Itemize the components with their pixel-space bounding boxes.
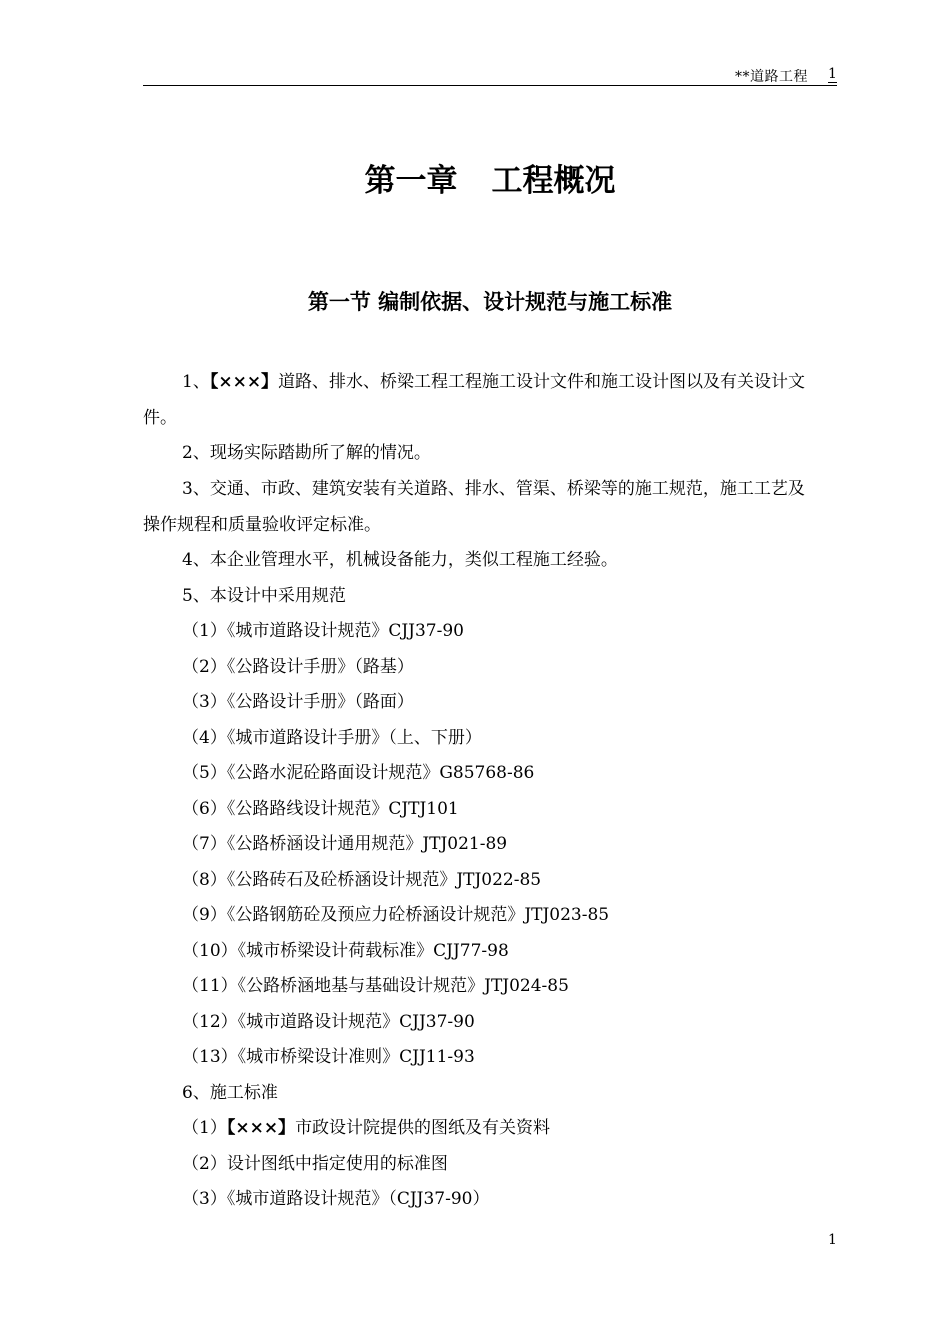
spec-list-item: （11）《公路桥涵地基与基础设计规范》JTJ024-85	[182, 976, 569, 996]
standard-list-item	[182, 1113, 550, 1138]
section-heading: 第一节 编制依据、设计规范与施工标准	[307, 290, 673, 314]
paragraph-3-line-1: 3、交通、市政、建筑安装有关道路、排水、管渠、桥梁等的施工规范，施工工艺及	[182, 479, 805, 499]
spec-list-item: （10）《城市桥梁设计荷载标准》CJJ77-98	[182, 941, 509, 961]
paragraph-5: 5、本设计中采用规范	[182, 586, 346, 606]
spec-list-item: （12）《城市道路设计规范》CJJ37-90	[182, 1012, 475, 1032]
paragraph-6: 6、施工标准	[182, 1083, 278, 1103]
standard-list-item: （3）《城市道路设计规范》（CJJ37-90）	[182, 1189, 490, 1209]
header-page-number-underline	[828, 82, 837, 83]
spec-list-item: （8）《公路砖石及砼桥涵设计规范》JTJ022-85	[182, 870, 542, 890]
spec-list-item: （6）《公路路线设计规范》CJTJ101	[182, 799, 459, 819]
running-header-title: **道路工程	[735, 69, 808, 85]
standard-1-placeholder: 【×××】	[226, 1118, 296, 1138]
paragraph-3-line-2: 操作规程和质量验收评定标准。	[143, 515, 381, 535]
spec-list-item: （4）《城市道路设计手册》（上、下册）	[182, 728, 482, 748]
spec-list-item: （1）《城市道路设计规范》CJJ37-90	[182, 621, 464, 641]
paragraph-4: 4、本企业管理水平，机械设备能力，类似工程施工经验。	[182, 550, 618, 570]
chapter-number: 第一章	[364, 163, 458, 199]
spec-list-item: （3）《公路设计手册》（路面）	[182, 692, 414, 712]
header-rule	[143, 85, 837, 86]
spec-list-item: （5）《公路水泥砼路面设计规范》G85768-86	[182, 763, 535, 783]
spec-list-item: （7）《公路桥涵设计通用规范》JTJ021-89	[182, 834, 508, 854]
paragraph-1-line-2: 件。	[143, 408, 177, 428]
running-header-page-number: 1	[828, 66, 837, 82]
footer-page-number: 1	[828, 1232, 837, 1248]
standard-1-text: 市政设计院提供的图纸及有关资料	[295, 1118, 551, 1138]
paragraph-2: 2、现场实际踏勘所了解的情况。	[182, 443, 431, 463]
chapter-heading	[143, 155, 837, 200]
paragraph-1-line-1	[182, 367, 805, 392]
spec-list-item: （13）《城市桥梁设计准则》CJJ11-93	[182, 1047, 475, 1067]
spec-list-item: （9）《公路钢筋砼及预应力砼桥涵设计规范》JTJ023-85	[182, 905, 610, 925]
paragraph-1-number: 1、	[182, 372, 210, 392]
paragraph-1-placeholder: 【×××】	[209, 372, 279, 392]
chapter-title: 工程概况	[491, 163, 616, 199]
standard-1-number: （1）	[182, 1118, 227, 1138]
paragraph-1-text: 道路、排水、桥梁工程工程施工设计文件和施工设计图以及有关设计文	[278, 372, 806, 392]
standard-list-item: （2）设计图纸中指定使用的标准图	[182, 1154, 448, 1174]
spec-list-item: （2）《公路设计手册》（路基）	[182, 657, 414, 677]
